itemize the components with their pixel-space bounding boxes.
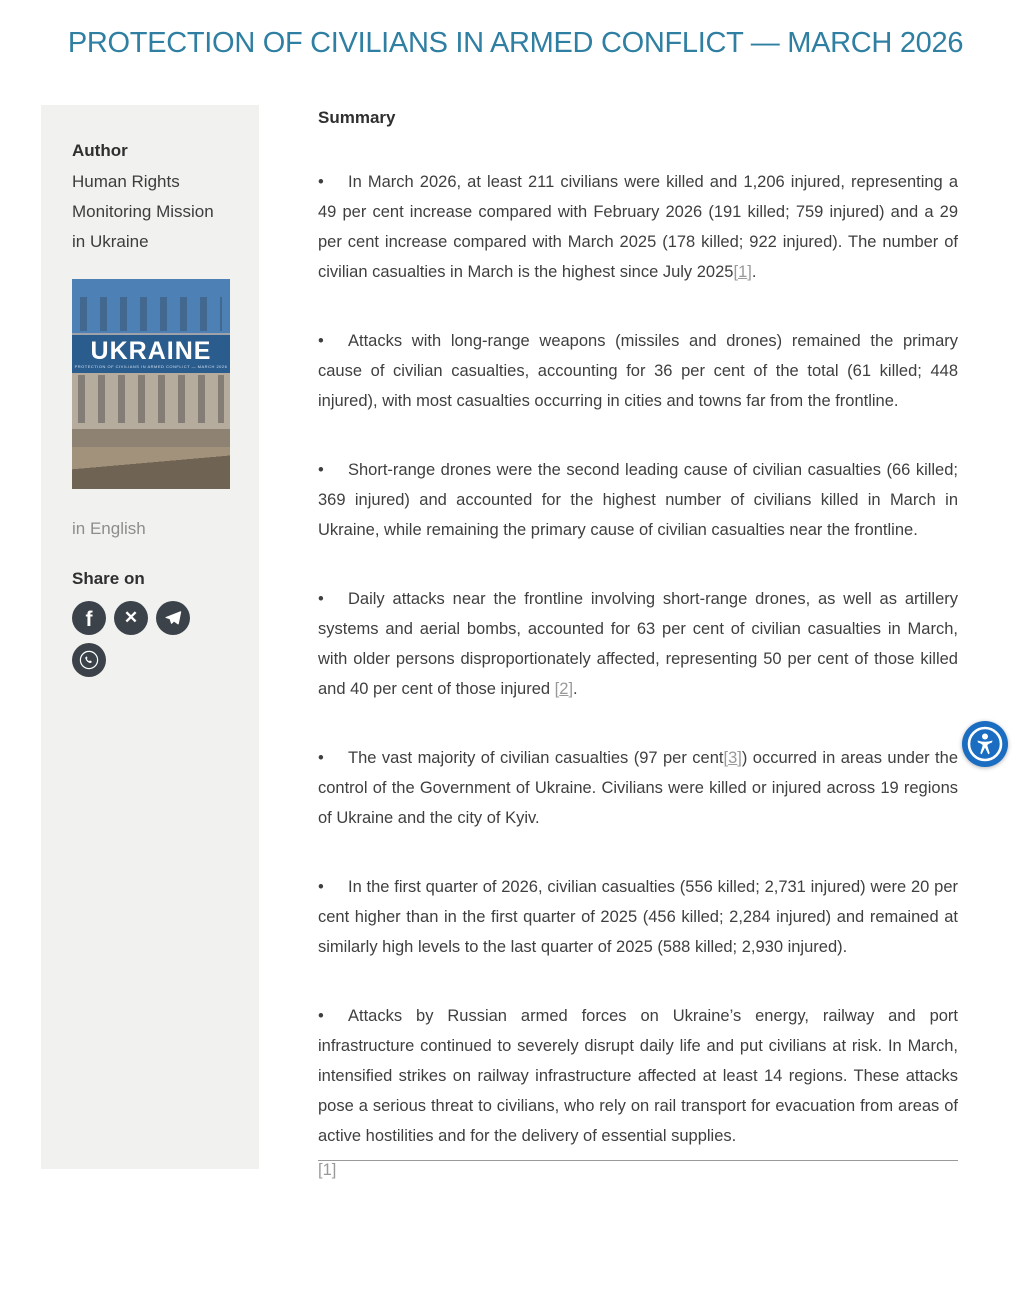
- author-name: Human Rights Monitoring Mission in Ukraine: [72, 172, 214, 251]
- share-row: [72, 601, 202, 677]
- sidebar: [41, 105, 259, 1169]
- summary-heading: Summary: [318, 108, 396, 127]
- report-cover-thumbnail[interactable]: [72, 279, 230, 489]
- summary-bullet: • The vast majority of civilian casualties (97 per cent[3]) occurred in areas under the control of the Government of Ukraine. Civilians were killed or injured across 19 regions of Ukraine and the city of Kyiv.: [318, 743, 958, 833]
- summary-bullet: • In the first quarter of 2026, civilian casualties (556 killed; 2,731 injured) were 20 per cent higher than in the first quarter of 2025 (456 killed; 2,284 injured) and remained at similarly high levels to the last quarter of 2025 (588 killed; 2,930 injured).: [318, 872, 958, 962]
- cover-banner: [72, 335, 230, 373]
- x-icon[interactable]: ✕: [114, 601, 148, 635]
- viber-icon[interactable]: [72, 643, 106, 677]
- main-content: [318, 105, 958, 1179]
- content-wrap: [0, 105, 1031, 1179]
- footnote-link[interactable]: [1]: [733, 263, 752, 281]
- summary-bullet: • Daily attacks near the frontline involving short-range drones, as well as artillery systems and aerial bombs, accounted for 63 per cent of civilian casualties in March, with older persons disproportionately affected, representing 50 per cent of those killed and 40 per cent of those injured [2].: [318, 584, 958, 704]
- page-title: PROTECTION OF CIVILIANS IN ARMED CONFLICT — MARCH 2026: [67, 27, 964, 59]
- footnote-link[interactable]: [3]: [723, 749, 742, 767]
- author-label: Author: [72, 141, 128, 160]
- cover-subtitle: PROTECTION OF CIVILIANS IN ARMED CONFLICT — MARCH 2026: [74, 364, 228, 369]
- cover-building-windows: [80, 297, 222, 331]
- summary-bullet: • Short-range drones were the second leading cause of civilian casualties (66 killed; 369 injured) and accounted for the highest number of civilians killed in March in Ukraine, while remaining the primary cause of civilian casualties near the frontline.: [318, 455, 958, 545]
- cover-building-windows: [78, 375, 224, 423]
- summary-bullet: • Attacks with long-range weapons (missiles and drones) remained the primary cause of civilian casualties, accounting for 36 per cent of the total (61 killed; 448 injured), with most casualties occurring in cities and towns far from the frontline.: [318, 326, 958, 416]
- summary-bullet: • Attacks by Russian armed forces on Ukraine’s energy, railway and port infrastructure continued to severely disrupt daily life and put civilians at risk. In March, intensified strikes on railway infrastructure affected at least 14 regions. These attacks pose a serious threat to civilians, who rely on rail transport for evacuation from areas of active hostilities and for the delivery of essential supplies.: [318, 1001, 958, 1151]
- summary-bullet: • In March 2026, at least 211 civilians were killed and 1,206 injured, representing a 49 per cent increase compared with February 2026 (191 killed; 759 injured) and a 29 per cent increase compared with March 2025 (178 killed; 922 injured). The number of civilian casualties in March is the highest since July 2025[1].: [318, 167, 958, 287]
- cover-rubble: [72, 447, 230, 489]
- accessibility-person-icon: [962, 721, 1008, 767]
- accessibility-widget-button[interactable]: [962, 721, 1008, 767]
- summary-bullets: [318, 167, 958, 1151]
- footnote-fragment-clipped: [1]: [318, 1161, 337, 1179]
- share-label: Share on: [72, 569, 145, 588]
- language-label: in English: [72, 519, 146, 538]
- telegram-icon[interactable]: [156, 601, 190, 635]
- footnote-link[interactable]: [2]: [554, 680, 574, 698]
- facebook-icon[interactable]: f: [72, 601, 106, 635]
- cover-title: UKRAINE: [90, 337, 212, 365]
